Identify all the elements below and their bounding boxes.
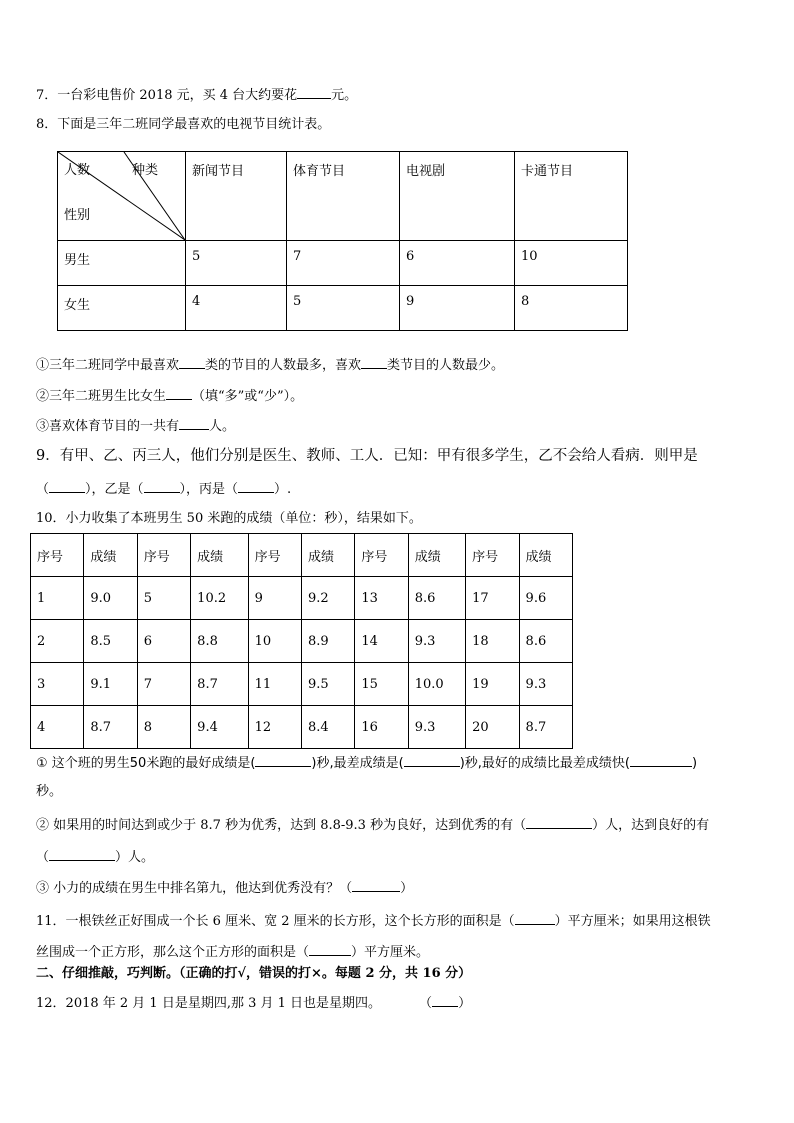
table-header: 序号 [355,534,408,577]
table-header: 序号 [137,534,190,577]
table-header-row [31,534,573,577]
table-cell: 5 [186,241,287,286]
table-header: 成绩 [519,534,572,577]
table-cell: 9.3 [408,706,465,749]
table-cell: 8 [515,286,628,331]
question-11-line-2: 丝围成一个正方形，那么这个正方形的面积是（ ）平方厘米。 [36,942,429,961]
row-label: 女生 [58,286,186,331]
answer-blank[interactable] [352,878,400,892]
table-header: 成绩 [408,534,465,577]
table-cell: 10 [515,241,628,286]
table-cell: 18 [466,620,519,663]
table-cell: 6 [400,241,515,286]
answer-blank[interactable] [404,753,460,767]
table-cell: 13 [355,577,408,620]
table-cell: 14 [355,620,408,663]
question-10-title: 10．小力收集了本班男生 50 米跑的成绩（单位：秒），结果如下。 [36,511,422,526]
question-8-sub-1: ①三年二班同学中最喜欢 类的节目的人数最多，喜欢 类节目的人数最少。 [36,355,504,374]
question-9-line-2: （ ），乙是（ ），丙是（ ）. [36,479,291,498]
table-header: 电视剧 [400,152,515,241]
table-cell: 9 [248,577,301,620]
table-cell: 9.0 [84,577,137,620]
corner-gender-label: 性别 [64,208,91,223]
answer-blank[interactable] [179,355,205,369]
table-row [31,706,573,749]
question-8-sub-3: ③喜欢体育节目的一共有 人。 [36,416,235,435]
table-cell: 9.1 [84,663,137,706]
table-row [58,241,628,286]
table-cell: 20 [466,706,519,749]
answer-blank[interactable] [432,993,458,1007]
table-header: 成绩 [301,534,354,577]
question-8-sub-2: ②三年二班男生比女生 （填“多”或“少”）。 [36,386,303,405]
table-cell: 7 [137,663,190,706]
table-cell: 9.3 [519,663,572,706]
table-header: 体育节目 [287,152,400,241]
answer-blank[interactable] [144,479,180,493]
table-cell: 4 [31,706,84,749]
answer-blank[interactable] [49,847,115,861]
table-row [31,620,573,663]
row-label: 男生 [58,241,186,286]
question-10-sub-1-cont: 秒。 [36,784,63,799]
table-cell: 9.5 [301,663,354,706]
table-header: 新闻节目 [186,152,287,241]
table-cell: 17 [466,577,519,620]
answer-blank[interactable] [526,815,592,829]
table-cell: 9.4 [191,706,248,749]
table-cell: 8.7 [191,663,248,706]
question-12: 12．2018 年 2 月 1 日是星期四,那 3 月 1 日也是星期四。 （ ） [36,993,471,1012]
answer-blank[interactable] [361,355,387,369]
table-cell: 19 [466,663,519,706]
table-cell: 8.6 [519,620,572,663]
table-cell: 7 [287,241,400,286]
answer-blank[interactable] [255,753,311,767]
corner-count-label: 人数 [64,163,91,178]
table-cell: 11 [248,663,301,706]
answer-blank[interactable] [309,942,351,956]
tv-program-table [57,151,628,331]
question-11-line-1: 11．一根铁丝正好围成一个长 6 厘米、宽 2 厘米的长方形，这个长方形的面积是（ ）平方厘米；如果用这根铁 [36,911,711,930]
table-header: 成绩 [84,534,137,577]
answer-blank[interactable] [297,85,331,99]
table-corner-cell [58,152,186,241]
table-header: 成绩 [191,534,248,577]
table-cell: 9.3 [408,620,465,663]
corner-kind-label: 种类 [132,163,159,178]
table-cell: 8.7 [84,706,137,749]
question-10-sub-2: ② 如果用的时间达到或少于 8.7 秒为优秀，达到 8.8-9.3 秒为良好，达到优秀的有（ ）人，达到良好的有 [36,815,709,834]
table-cell: 8 [137,706,190,749]
table-cell: 4 [186,286,287,331]
table-cell: 6 [137,620,190,663]
table-cell: 8.7 [519,706,572,749]
table-cell: 15 [355,663,408,706]
table-cell: 8.6 [408,577,465,620]
answer-blank[interactable] [630,753,692,767]
table-header: 序号 [31,534,84,577]
table-cell: 9 [400,286,515,331]
table-cell: 8.5 [84,620,137,663]
table-cell: 5 [287,286,400,331]
table-header: 序号 [466,534,519,577]
table-cell: 5 [137,577,190,620]
table-cell: 9.6 [519,577,572,620]
answer-blank[interactable] [49,479,85,493]
running-score-table [30,533,573,749]
answer-blank[interactable] [238,479,274,493]
table-cell: 10.0 [408,663,465,706]
table-cell: 8.9 [301,620,354,663]
section-2-heading: 二、仔细推敲，巧判断。（正确的打√，错误的打×。每题 2 分，共 16 分） [36,966,472,981]
table-cell: 12 [248,706,301,749]
table-cell: 3 [31,663,84,706]
answer-blank[interactable] [166,386,192,400]
question-10-sub-1: ① 这个班的男生50米跑的最好成绩是( )秒,最差成绩是( )秒,最好的成绩比最差成绩快( ) [36,753,697,772]
table-row [31,663,573,706]
table-cell: 10.2 [191,577,248,620]
answer-blank[interactable] [179,416,209,430]
question-10-sub-3: ③ 小力的成绩在男生中排名第九，他达到优秀没有？（ ） [36,878,413,897]
table-row [31,577,573,620]
table-header: 卡通节目 [515,152,628,241]
table-cell: 2 [31,620,84,663]
question-8-title: 8．下面是三年二班同学最喜欢的电视节目统计表。 [36,117,331,132]
question-7: 7．一台彩电售价 2018 元，买 4 台大约要花 元。 [36,85,357,104]
question-9-line-1: 9．有甲、乙、丙三人，他们分别是医生、教师、工人．已知：甲有很多学生，乙不会给人看病．则甲是 [36,448,698,464]
table-header: 序号 [248,534,301,577]
answer-blank[interactable] [515,911,555,925]
table-cell: 8.4 [301,706,354,749]
table-row [58,286,628,331]
question-10-sub-2-cont: （ ）人。 [36,847,154,866]
table-cell: 16 [355,706,408,749]
table-cell: 1 [31,577,84,620]
table-cell: 8.8 [191,620,248,663]
table-cell: 9.2 [301,577,354,620]
table-cell: 10 [248,620,301,663]
